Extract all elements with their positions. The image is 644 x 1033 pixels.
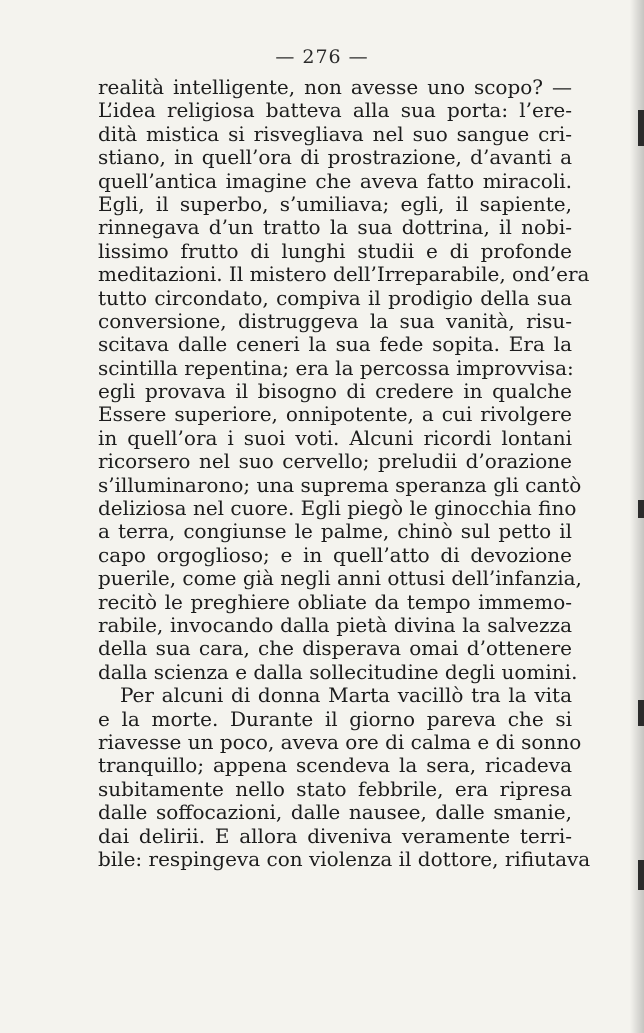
text-line: tutto circondato, compiva il prodigio della sua (98, 285, 572, 310)
text-line: egli provava il bisogno di credere in qualche (98, 379, 572, 404)
text-line: scintilla repentina; era la percossa improvvisa: (98, 355, 574, 380)
text-line: Per alcuni di donna Marta vacillò tra la vita (120, 683, 572, 708)
text-line: rabile, invocando dalla pietà divina la salvezza (98, 612, 572, 637)
text-line: bile: respingeva con violenza il dottore, rifiutava (98, 846, 591, 871)
text-line: conversione, distruggeva la sua vanità, risu- (98, 308, 572, 333)
text-line: ricorsero nel suo cervello; preludii d’orazione (98, 449, 572, 474)
binding-edge-mark (638, 700, 644, 726)
text-line: L’idea religiosa batteva alla sua porta: l’ere- (98, 98, 572, 123)
text-line: e la morte. Durante il giorno pareva che si (98, 706, 572, 731)
text-line: Essere superiore, onnipotente, a cui rivolgere (98, 402, 572, 427)
text-line: in quell’ora i suoi voti. Alcuni ricordi lontani (98, 425, 572, 450)
text-line: s’illuminarono; una suprema speranza gli cantò (98, 472, 582, 497)
paragraph (98, 75, 590, 684)
text-line: Egli, il superbo, s’umiliava; egli, il sapiente, (98, 191, 572, 216)
text-line: scitava dalle ceneri la sua fede sopita. Era la (98, 332, 572, 357)
page-number: — 276 — (275, 46, 369, 68)
text-line: deliziosa nel cuore. Egli piegò le ginocchia fino (98, 496, 577, 521)
text-line: meditazioni. Il mistero dell’Irreparabile, ond’era (98, 262, 590, 287)
text-line: dalle soffocazioni, dalle nausee, dalle smanie, (98, 800, 572, 825)
text-line: a terra, congiunse le palme, chinò sul petto il (98, 519, 572, 544)
text-line: dai delirii. E allora diveniva veramente terri- (98, 823, 572, 848)
text-line: recitò le preghiere obliate da tempo immemo- (98, 589, 572, 614)
text-line: realità intelligente, non avesse uno scopo? — (98, 75, 572, 99)
paragraph (98, 683, 591, 871)
text-line: della sua cara, che disperava omai d’ottenere (98, 636, 572, 661)
text-line: capo orgoglioso; e in quell’atto di devozione (98, 542, 572, 567)
text-line: tranquillo; appena scendeva la sera, ricadeva (98, 753, 572, 778)
text-line: puerile, come già negli anni ottusi dell’infanzia, (98, 566, 582, 591)
binding-edge-mark (638, 110, 644, 146)
binding-edge-mark (638, 500, 644, 518)
text-line: lissimo frutto di lunghi studii e di profonde (98, 238, 572, 263)
body-text (98, 75, 591, 871)
text-line: dità mistica si risvegliava nel suo sangue cri- (98, 121, 572, 146)
text-line: stiano, in quell’ora di prostrazione, d’avanti a (98, 145, 572, 170)
binding-edge-mark (638, 860, 644, 890)
text-line: rinnegava d’un tratto la sua dottrina, il nobi- (98, 215, 572, 240)
text-line: dalla scienza e dalla sollecitudine degli uomini. (98, 659, 578, 684)
text-line: subitamente nello stato febbrile, era ripresa (98, 776, 572, 801)
text-line: riavesse un poco, aveva ore di calma e di sonno (98, 729, 582, 754)
text-line: quell’antica imagine che aveva fatto miracoli. (98, 168, 572, 193)
